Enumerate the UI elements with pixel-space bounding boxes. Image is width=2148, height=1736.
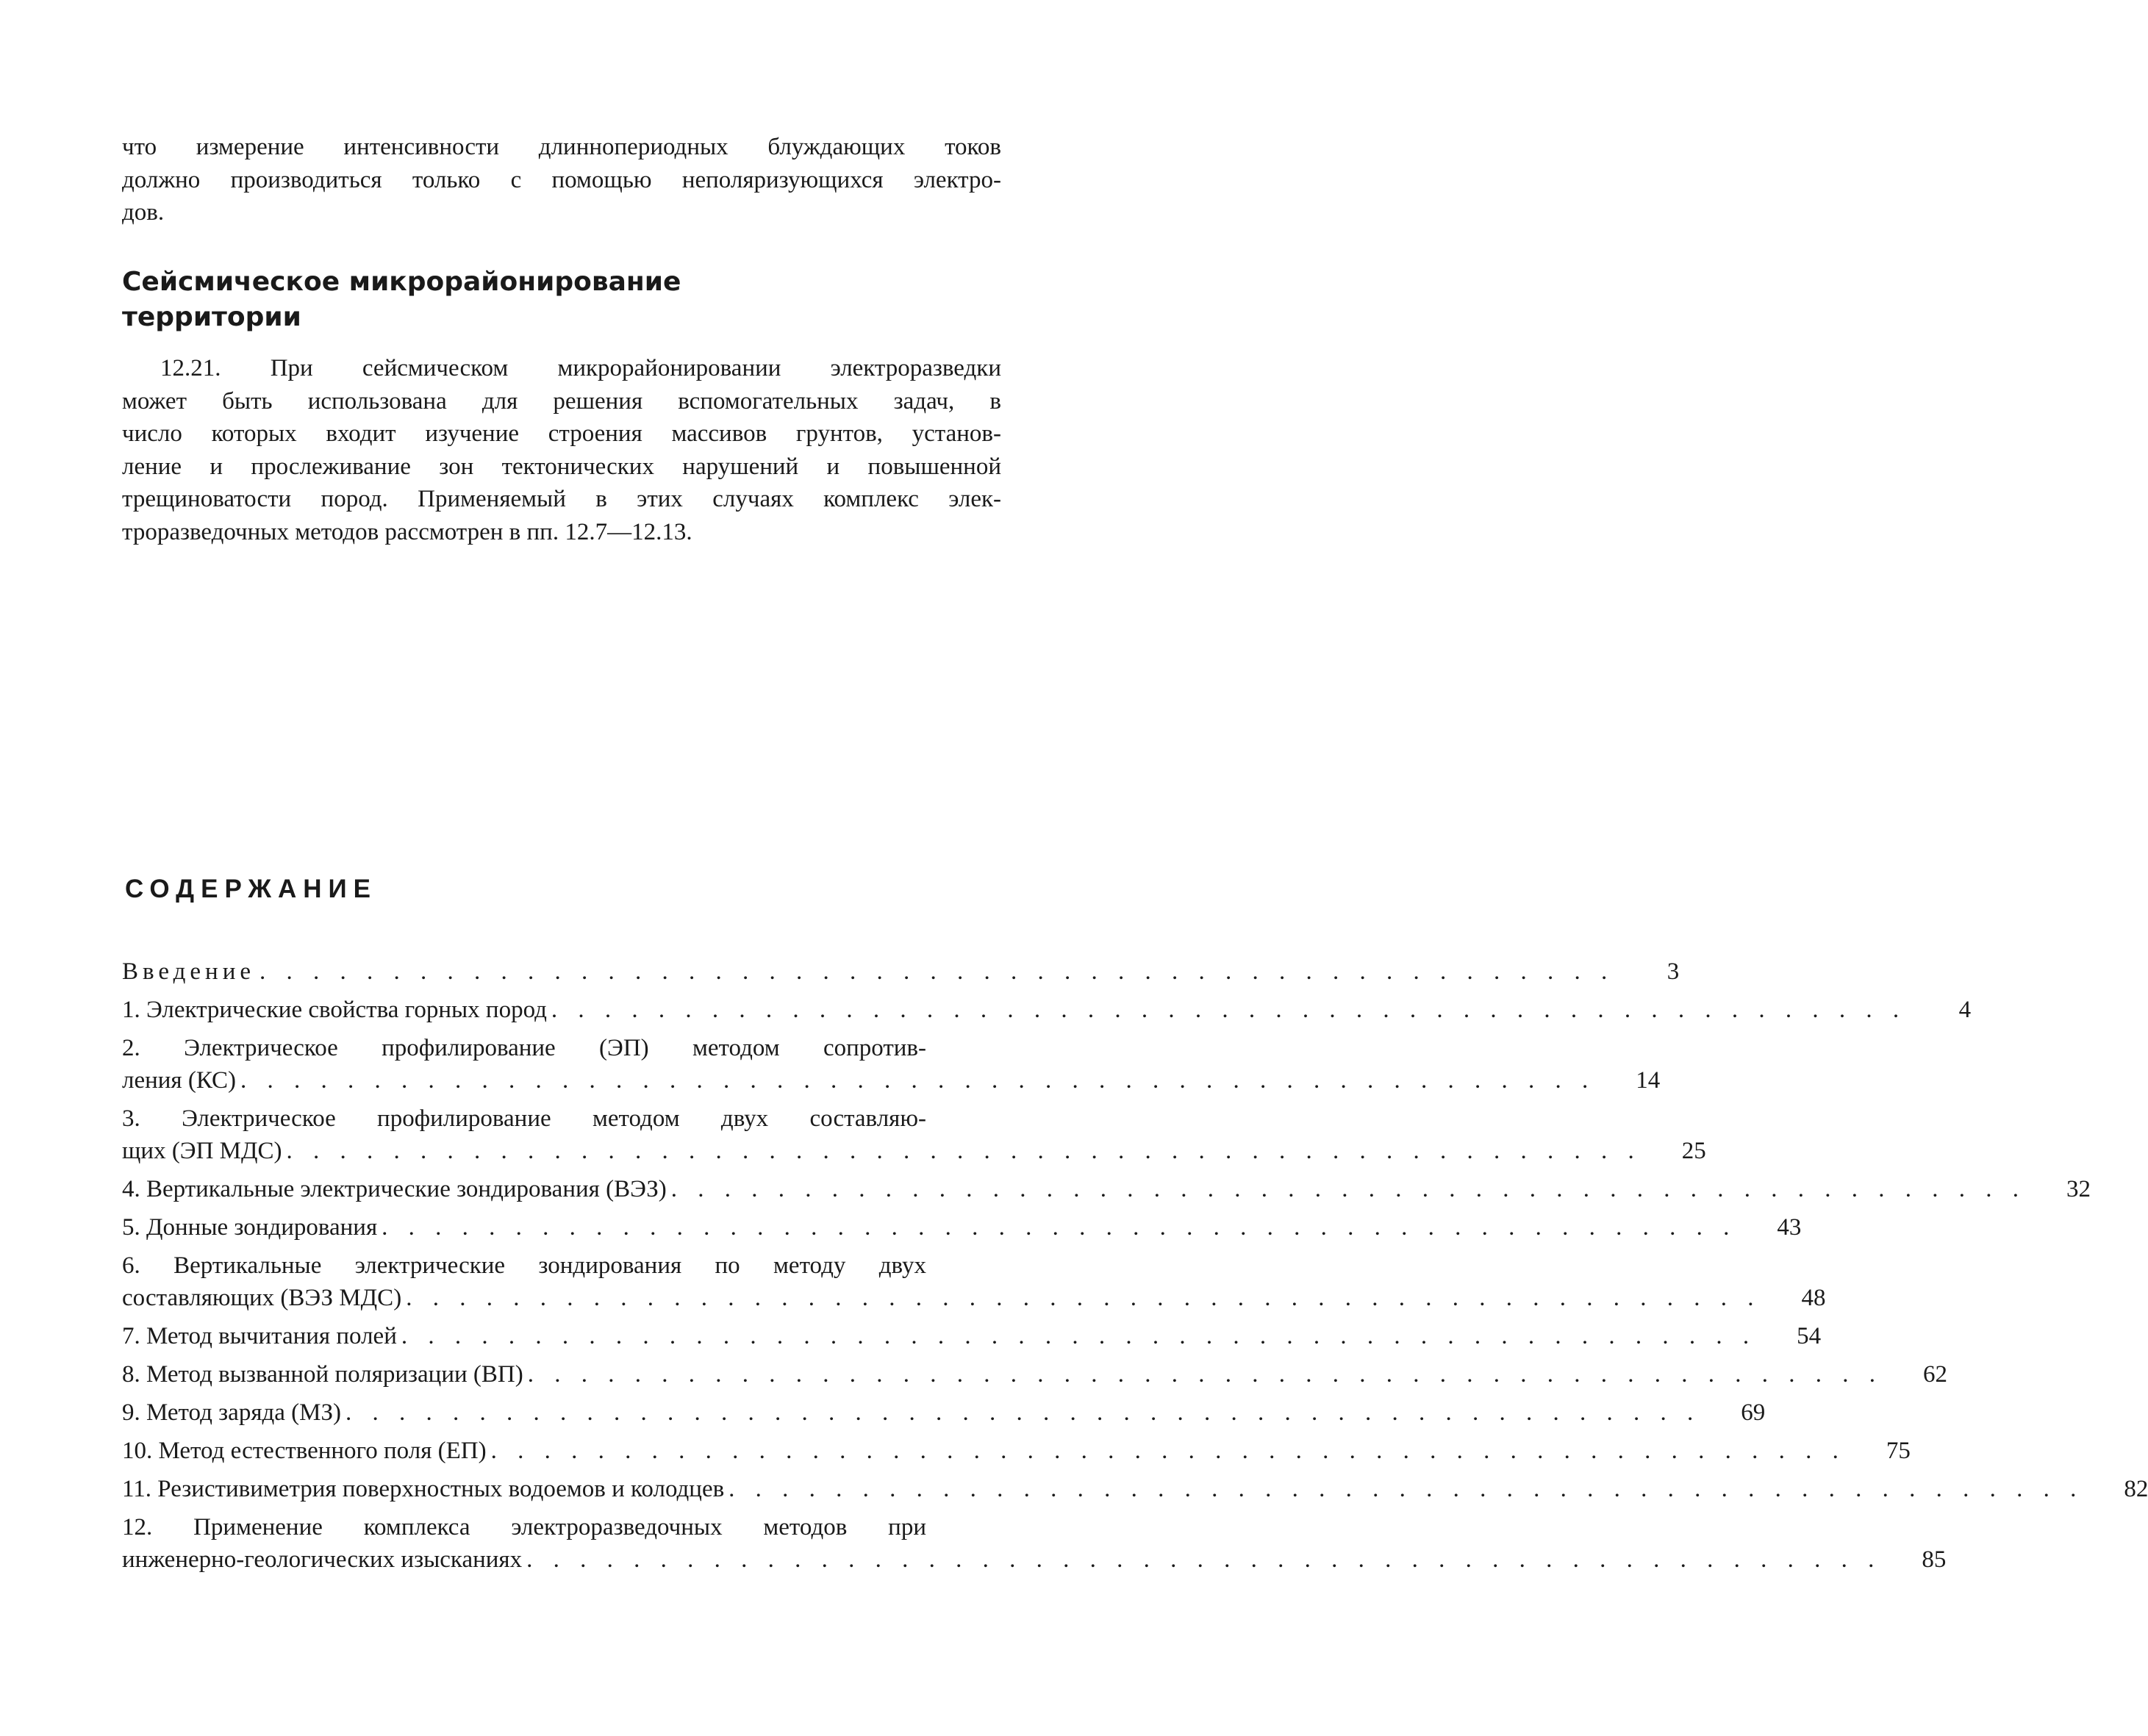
toc-leader-dots: . . . . . . . . . . . . . . . . . . . . . . . . . . . . . . . . . . . . . . . . . . . . . . . . . . . [490,1438,1846,1464]
toc-page-number: 62 [1922,1361,1947,1388]
toc-entry[interactable] [122,1102,1706,1167]
section-heading [122,265,681,335]
text-line: ление и прослеживание зон тектонических нарушений и повышенной [122,453,1001,480]
toc-page-number: 75 [1886,1438,1911,1464]
toc-leader-dots: . . . . . . . . . . . . . . . . . . . . . . . . . . . . . . . . . . . . . . . . . . . . . . . . . . . [259,958,1615,985]
toc-entry-title: ления (КС) [122,1067,237,1094]
toc-entry-title: инженерно-геологических изысканиях [122,1546,523,1573]
text-line: троразведочных методов рассмотрен в пп. 12.7—12.13. [122,518,692,545]
toc-leader-dots: . . . . . . . . . . . . . . . . . . . . . . . . . . . . . . . . . . . . . . . . . . . . . . . . . . . [670,1176,2027,1202]
toc-entry[interactable] [122,1211,1802,1244]
toc-entry[interactable] [122,1249,1826,1314]
text-line: может быть использована для решения вспомогательных задач, в [122,387,1001,415]
text-line: число которых входит изучение строения массивов грунтов, установ- [122,420,1001,447]
toc-entry[interactable] [122,994,1972,1026]
toc-entry[interactable] [122,1511,1947,1576]
toc-entry-title-line1: 2. Электрическое профилирование (ЭП) методом сопротив- [122,1035,926,1061]
toc-page-number: 82 [2124,1476,2148,1502]
toc-entry-title-line1: 3. Электрическое профилирование методом двух составляю- [122,1105,926,1132]
paragraph-12-21 [122,352,1001,548]
toc-entry[interactable] [122,1435,1911,1467]
toc-leader-dots: . . . . . . . . . . . . . . . . . . . . . . . . . . . . . . . . . . . . . . . . . . . . . . . . . . . [401,1323,1757,1349]
toc-page-number: 43 [1777,1214,1802,1241]
toc-page-number: 48 [1801,1285,1826,1311]
toc-leader-dots: . . . . . . . . . . . . . . . . . . . . . . . . . . . . . . . . . . . . . . . . . . . . . . . . . . . [240,1067,1596,1094]
toc-page-number: 4 [1958,997,1972,1023]
text-line: дов. [122,199,165,226]
toc-entry[interactable] [122,1032,1661,1097]
toc-entry[interactable] [122,1396,1766,1429]
toc-page-number: 85 [1922,1546,1947,1573]
toc-entry-title: 4. Вертикальные электрические зондирования (ВЭЗ) [122,1176,667,1202]
toc-entry[interactable] [122,1320,1822,1352]
toc-page-number: 32 [2066,1176,2091,1202]
toc-page-number: 3 [1667,958,1680,985]
toc-entry-title: 11. Резистивиметрия поверхностных водоемов и колодцев [122,1476,725,1502]
toc-entry-title: 8. Метод вызванной поляризации (ВП) [122,1361,523,1388]
toc-entry-title-line1: 12. Применение комплекса электроразведочных методов при [122,1514,926,1540]
toc-page-number: 14 [1636,1067,1661,1094]
text-line: должно производиться только с помощью неполяризующихся электро- [122,166,1001,193]
toc-title: СОДЕРЖАНИЕ [125,875,378,903]
toc-entry-title: 7. Метод вычитания полей [122,1323,397,1349]
toc-page-number: 54 [1797,1323,1822,1349]
toc-leader-dots: . . . . . . . . . . . . . . . . . . . . . . . . . . . . . . . . . . . . . . . . . . . . . . . . . . . [551,997,1907,1023]
toc-entry[interactable] [122,1173,2091,1205]
text-line: трещиноватости пород. Применяемый в этих случаях комплекс элек- [122,486,1001,512]
toc-entry-title: 10. Метод естественного поля (ЕП) [122,1438,487,1464]
toc-leader-dots: . . . . . . . . . . . . . . . . . . . . . . . . . . . . . . . . . . . . . . . . . . . . . . . . . . . [527,1361,1883,1388]
toc-entry[interactable] [122,1473,2148,1505]
toc-leader-dots: . . . . . . . . . . . . . . . . . . . . . . . . . . . . . . . . . . . . . . . . . . . . . . . . . . . [526,1546,1882,1573]
toc-entry[interactable] [122,955,1680,988]
text-line: 12.21. При сейсмическом микрорайонировании электроразведки [160,355,1001,381]
toc-leader-dots: . . . . . . . . . . . . . . . . . . . . . . . . . . . . . . . . . . . . . . . . . . . . . . . . . . . [406,1285,1761,1311]
section-heading-line: Сейсмическое микрорайонирование [122,267,681,297]
section-heading-line: территории [122,302,301,332]
toc-entry-title: 5. Донные зондирования [122,1214,378,1241]
toc-entry-title: щих (ЭП МДС) [122,1138,282,1164]
toc-page-number: 69 [1741,1399,1766,1426]
toc-page-number: 25 [1681,1138,1706,1164]
toc-entry-title: 1. Электрические свойства горных пород [122,997,547,1023]
toc-entry-title-line1: 6. Вертикальные электрические зондирования по методу двух [122,1252,926,1279]
toc-leader-dots: . . . . . . . . . . . . . . . . . . . . . . . . . . . . . . . . . . . . . . . . . . . . . . . . . . . [346,1399,1701,1426]
toc-leader-dots: . . . . . . . . . . . . . . . . . . . . . . . . . . . . . . . . . . . . . . . . . . . . . . . . . . . [382,1214,1737,1241]
table-of-contents [122,955,2148,1582]
paragraph-continuation [122,131,1001,229]
text-line: что измерение интенсивности длиннопериодных блуждающих токов [122,134,1001,160]
toc-entry-title: составляющих (ВЭЗ МДС) [122,1285,402,1311]
toc-entry-title: Введение [122,958,256,985]
toc-leader-dots: . . . . . . . . . . . . . . . . . . . . . . . . . . . . . . . . . . . . . . . . . . . . . . . . . . . [286,1138,1642,1164]
toc-entry[interactable] [122,1358,1947,1391]
toc-leader-dots: . . . . . . . . . . . . . . . . . . . . . . . . . . . . . . . . . . . . . . . . . . . . . . . . . . . [728,1476,2084,1502]
toc-entry-title: 9. Метод заряда (МЗ) [122,1399,342,1426]
